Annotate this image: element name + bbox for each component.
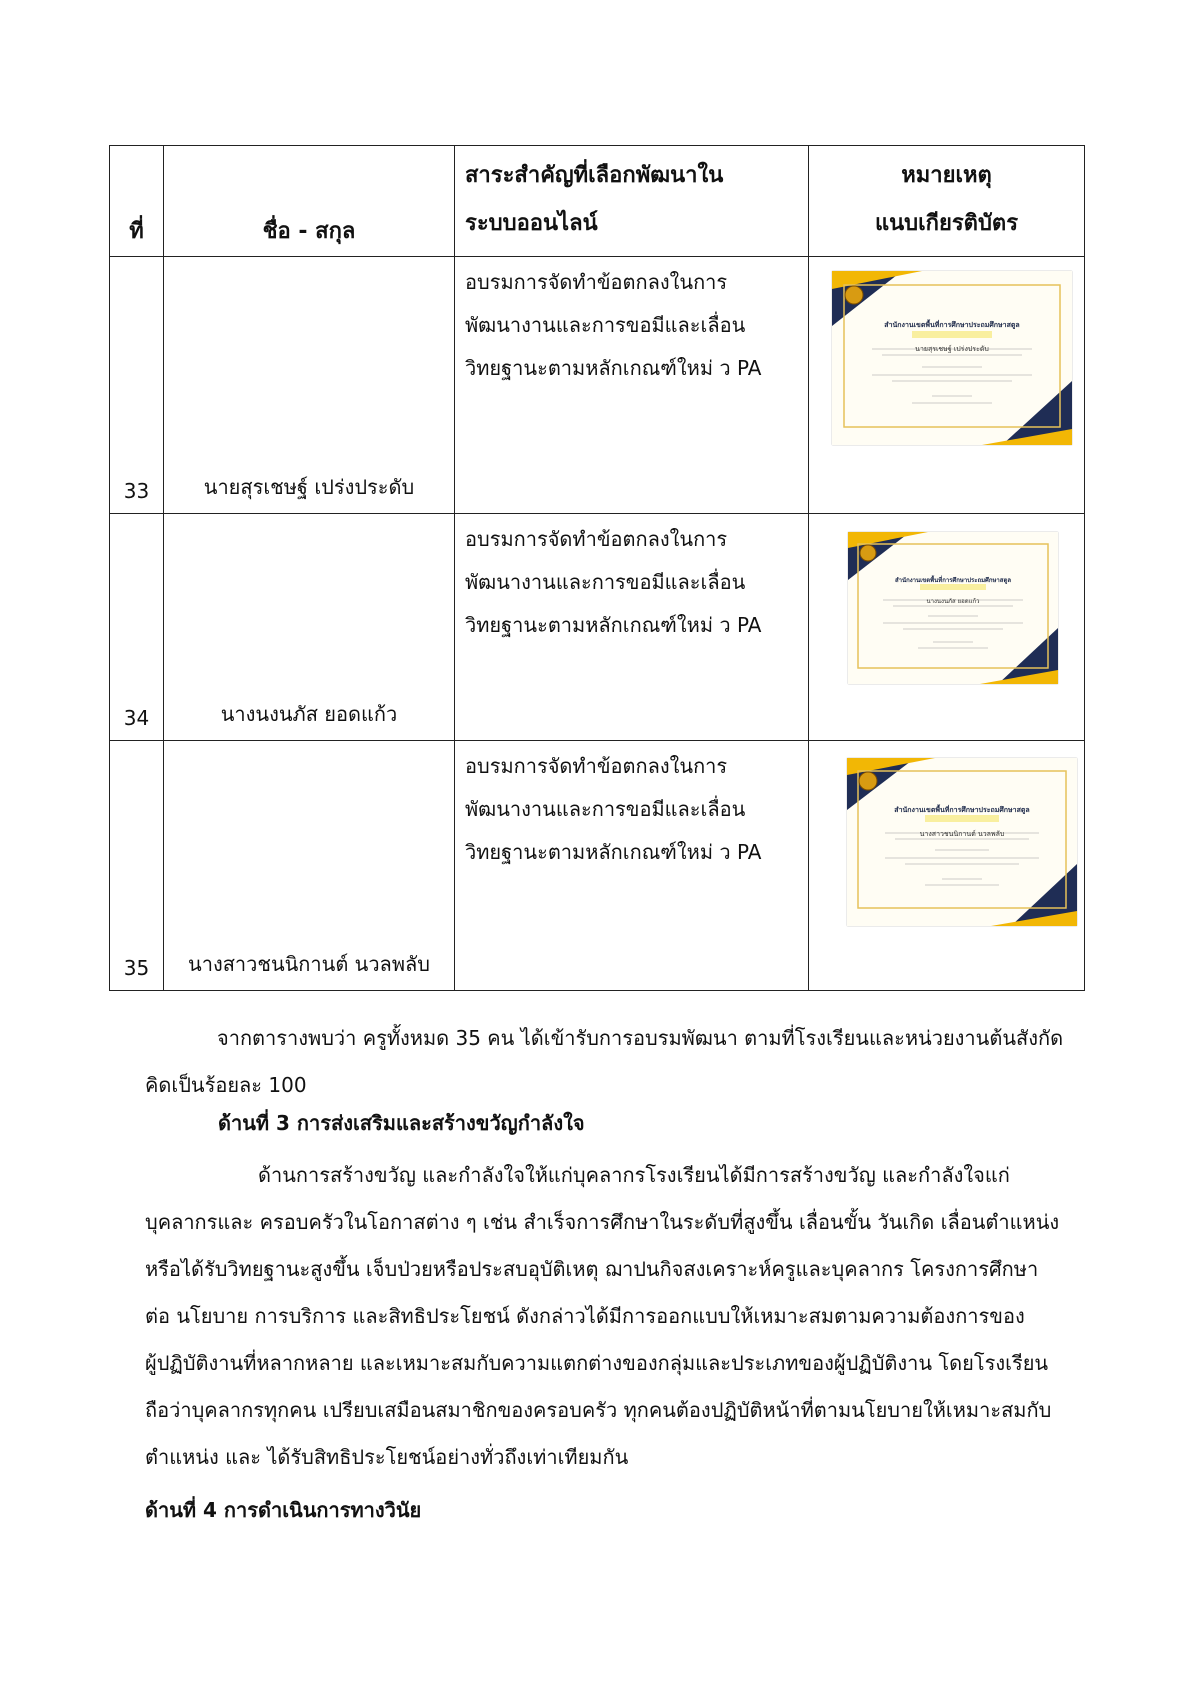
row-number: 35	[110, 741, 164, 991]
certificate-recipient: นายสุรเชษฐ์ เปร่งประดับ	[915, 345, 989, 354]
row-name: นางนงนภัส ยอดแก้ว	[164, 514, 455, 741]
topic-line: พัฒนางานและการขอมีและเลื่อน	[465, 570, 746, 594]
section3-line: ต่อ นโยบาย การบริการ และสิทธิประโยชน์ ดังกล่าวได้มีการออกแบบให้เหมาะสมตามความต้องการของ	[145, 1304, 1025, 1328]
header-note-line2: แนบเกียรติบัตร	[874, 211, 1019, 236]
row-topic	[455, 257, 809, 514]
certificate-recipient: นางสาวชนนิกานต์ นวลพลับ	[919, 829, 1005, 838]
section3-heading: ด้านที่ 3 การส่งเสริมและสร้างขวัญกำลังใจ	[218, 1111, 585, 1135]
certificate-image	[847, 758, 1077, 926]
summary-line: จากตารางพบว่า ครูทั้งหมด 35 คน ได้เข้ารับการอบรมพัฒนา ตามที่โรงเรียนและหน่วยงานต้นสังกัด	[217, 1026, 1064, 1050]
topic-line: อบรมการจัดทำข้อตกลงในการ	[465, 527, 728, 551]
section4-heading: ด้านที่ 4 การดำเนินการทางวินัย	[145, 1498, 422, 1522]
table-header-row	[110, 146, 1085, 257]
section3-line: ผู้ปฏิบัติงานที่หลากหลาย และเหมาะสมกับความแตกต่างของกลุ่มและประเภทของผู้ปฏิบัติงาน โดยโรงเรียน	[145, 1351, 1049, 1375]
row-number: 34	[110, 514, 164, 741]
certificate-office: สำนักงานเขตพื้นที่การศึกษาประถมศึกษาสตูล	[894, 576, 1012, 584]
header-number: ที่	[110, 146, 164, 257]
row-note	[809, 514, 1085, 741]
topic-line: พัฒนางานและการขอมีและเลื่อน	[465, 797, 746, 821]
header-note	[809, 146, 1085, 257]
certificate-frame-graphic	[848, 532, 1058, 684]
header-topic-line1: สาระสำคัญที่เลือกพัฒนาใน	[465, 163, 724, 188]
topic-line: วิทยฐานะตามหลักเกณฑ์ใหม่ ว PA	[465, 840, 762, 864]
section3-line: หรือได้รับวิทยฐานะสูงขึ้น เจ็บป่วยหรือประสบอุบัติเหตุ ฌาปนกิจสงเคราะห์ครูและบุคลากร โครงการศึกษา	[145, 1257, 1039, 1281]
training-table	[109, 145, 1085, 991]
certificate-office: สำนักงานเขตพื้นที่การศึกษาประถมศึกษาสตูล	[884, 320, 1020, 329]
certificate-image	[848, 532, 1058, 684]
header-topic	[455, 146, 809, 257]
table-row	[110, 741, 1085, 991]
row-topic	[455, 741, 809, 991]
topic-line: อบรมการจัดทำข้อตกลงในการ	[465, 754, 728, 778]
table-row	[110, 257, 1085, 514]
header-name: ชื่อ - สกุล	[164, 146, 455, 257]
summary-line: คิดเป็นร้อยละ 100	[145, 1073, 307, 1097]
header-topic-line2: ระบบออนไลน์	[465, 211, 598, 236]
section3-line: บุคลากรและ ครอบครัวในโอกาสต่าง ๆ เช่น สำเร็จการศึกษาในระดับที่สูงขึ้น เลื่อนขั้น วันเกิด เลื่อนตำแหน่ง	[145, 1210, 1060, 1234]
row-name: นายสุรเชษฐ์ เปร่งประดับ	[164, 257, 455, 514]
section3-line: ด้านการสร้างขวัญ และกำลังใจให้แก่บุคลากรโรงเรียนได้มีการสร้างขวัญ และกำลังใจแก่	[258, 1163, 1010, 1187]
certificate-office: สำนักงานเขตพื้นที่การศึกษาประถมศึกษาสตูล	[894, 806, 1030, 815]
row-note	[809, 257, 1085, 514]
row-note	[809, 741, 1085, 991]
header-note-line1: หมายเหตุ	[901, 163, 992, 188]
summary-paragraph	[145, 1015, 1080, 1109]
topic-line: วิทยฐานะตามหลักเกณฑ์ใหม่ ว PA	[465, 613, 762, 637]
topic-line: อบรมการจัดทำข้อตกลงในการ	[465, 270, 728, 294]
certificate-frame-graphic	[847, 758, 1077, 926]
certificate-frame-graphic	[832, 271, 1072, 445]
topic-line: วิทยฐานะตามหลักเกณฑ์ใหม่ ว PA	[465, 356, 762, 380]
section3-line: ถือว่าบุคลากรทุกคน เปรียบเสมือนสมาชิกของครอบครัว ทุกคนต้องปฏิบัติหน้าที่ตามนโยบายให้เหมาะสมกับ	[145, 1398, 1052, 1422]
section3-paragraph	[145, 1152, 1085, 1481]
row-number: 33	[110, 257, 164, 514]
row-name: นางสาวชนนิกานต์ นวลพลับ	[164, 741, 455, 991]
certificate-recipient: นางนงนภัส ยอดแก้ว	[926, 597, 980, 605]
section3-line: ตำแหน่ง และ ได้รับสิทธิประโยชน์อย่างทั่วถึงเท่าเทียมกัน	[145, 1445, 629, 1469]
certificate-image	[832, 271, 1072, 445]
row-topic	[455, 514, 809, 741]
table-row	[110, 514, 1085, 741]
topic-line: พัฒนางานและการขอมีและเลื่อน	[465, 313, 746, 337]
